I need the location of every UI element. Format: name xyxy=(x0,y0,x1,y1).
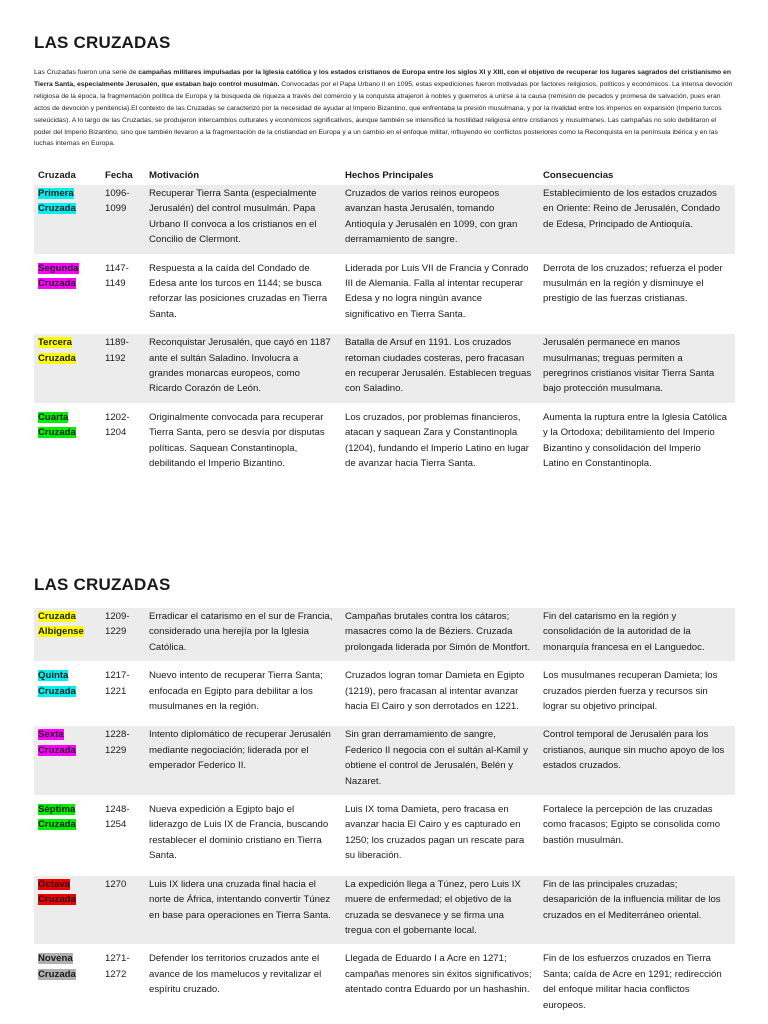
date-cell xyxy=(101,950,145,1019)
motivation-cell: Respuesta a la caída del Condado de Edesa ante los turcos en 1144; se busca reforzar las posiciones cruzadas en Tierra Santa. xyxy=(149,262,328,320)
table-body-1 xyxy=(34,185,735,478)
crusade-name-line-1: Tercera xyxy=(38,337,72,349)
table-row xyxy=(34,608,735,661)
motivation-cell: Luis IX lidera una cruzada final hacia el norte de África, intentando convertir Túnez en base para operaciones en Tierra Santa. xyxy=(145,876,341,945)
date-end: 1192 xyxy=(105,352,126,364)
crusade-name-cell xyxy=(34,726,101,795)
table-row xyxy=(34,260,735,329)
date-cell xyxy=(101,801,145,870)
crusade-name-line-2: Cruzada xyxy=(38,819,76,831)
motivation-cell: Intento diplomático de recuperar Jerusalén mediante negociación; liderada por el emperador Federico II. xyxy=(145,726,341,795)
date-start: 1189- xyxy=(105,337,129,349)
intro-text-start: Las Cruzadas fueron una serie de xyxy=(34,69,139,76)
facts-cell: Campañas brutales contra los cátaros; masacres como la de Béziers. Cruzada prolongada liderada por Simón de Montfort. xyxy=(341,608,539,661)
date-cell xyxy=(101,185,145,254)
crusade-name-cell xyxy=(34,185,101,254)
crusade-name-line-1: Octava xyxy=(38,878,70,890)
date-start: 1202- xyxy=(105,411,130,423)
motivation-cell: Recuperar Tierra Santa (especialmente Jerusalén) del control musulmán. Papa Urbano II convoca a los cristianos en el Concilio de Clermont. xyxy=(145,185,341,254)
crusade-name-cell xyxy=(34,334,101,403)
date-cell xyxy=(101,334,145,403)
date-start: 1271- xyxy=(105,953,130,965)
date-cell xyxy=(101,409,145,478)
facts-cell: Llegada de Eduardo I a Acre en 1271; campañas menores sin éxitos significativos; atentado contra Eduardo por un hashashin. xyxy=(345,953,532,996)
crusade-name-line-1: Séptima xyxy=(38,804,76,816)
header-cruzada: Cruzada xyxy=(38,169,76,181)
facts-cell: Luis IX toma Damieta, pero fracasa en avanzar hacia El Cairo y es capturado en 1250; los cruzados pagan un rescate para su liberación. xyxy=(345,804,525,862)
table-header-row xyxy=(34,165,735,185)
table-row xyxy=(34,950,735,1019)
table-row xyxy=(34,409,735,478)
facts-cell: Sin gran derramamiento de sangre, Federico II negocia con el sultán al-Kamil y obtiene el control de Jerusalén, Belén y Nazaret. xyxy=(341,726,539,795)
date-end: 1254 xyxy=(105,819,127,831)
table-row xyxy=(34,876,735,945)
table-row xyxy=(34,185,735,254)
date-end: 1229 xyxy=(105,744,127,756)
date-cell xyxy=(101,260,145,329)
consequences-cell: Los musulmanes recuperan Damieta; los cruzados pierden fuerza y recursos sin lograr su objetivo principal. xyxy=(543,670,718,713)
consequences-cell: Fortalece la percepción de las cruzadas como fracasos; Egipto se consolida como bastión musulmán. xyxy=(543,804,721,846)
motivation-cell: Defender los territorios cruzados ante el avance de los mamelucos y revitalizar el espíritu cruzado. xyxy=(149,953,322,996)
crusades-table-1 xyxy=(34,165,735,478)
date-start: 1217- xyxy=(105,670,130,682)
crusades-table-2 xyxy=(34,608,735,1019)
crusade-name-cell xyxy=(34,260,101,329)
consequences-cell: Control temporal de Jerusalén para los cristianos, aunque sin mucho apoyo de los estados cruzados. xyxy=(539,726,735,795)
date-end: 1099 xyxy=(105,203,127,215)
crusade-name-line-1: Primera xyxy=(38,188,74,199)
crusade-name-line-2: Cruzada xyxy=(38,352,76,364)
facts-cell: La expedición llega a Túnez, pero Luis IX muere de enfermedad; el objetivo de la cruzada se desvanece y se firma una tregua con el gobernante local. xyxy=(341,876,539,945)
date-start: 1096- xyxy=(105,188,130,199)
date-cell xyxy=(101,667,145,720)
intro-text-bold: campañas militares impulsadas por la Iglesia católica y los estados cristianos de Europa entre los siglos XI y XIII, con el objetivo de recuperar los lugares sagrados del cristianismo en Tierra Santa, especialmente Jerusalén, que estaban bajo control musulmán. xyxy=(34,69,731,88)
header-fecha: Fecha xyxy=(105,169,133,181)
facts-cell: Los cruzados, por problemas financieros, atacan y saquean Zara y Constantinopla (1204), fundando el Imperio Latino en lugar de avanzar hacia Tierra Santa. xyxy=(345,411,530,470)
facts-cell: Cruzados logran tomar Damieta en Egipto (1219), pero fracasan al intentar avanzar hacia El Cairo y son derrotados en 1221. xyxy=(345,670,525,713)
consequences-cell: Establecimiento de los estados cruzados en Oriente: Reino de Jerusalén, Condado de Edesa, Principado de Antioquía. xyxy=(539,185,735,254)
crusade-name-cell xyxy=(34,608,101,661)
date-start: 1228- xyxy=(105,729,130,741)
crusade-name-line-2: Cruzada xyxy=(38,894,76,906)
table-row xyxy=(34,667,735,720)
header-motivacion: Motivación xyxy=(149,169,200,181)
date-end: 1204 xyxy=(105,427,127,439)
motivation-cell: Originalmente convocada para recuperar Tierra Santa, pero se desvía por disputas políticas. Saquean Constantinopla, debilitando el Imperio Bizantino. xyxy=(149,411,325,470)
section-title-2: LAS CRUZADAS xyxy=(34,575,171,594)
motivation-cell: Erradicar el catarismo en el sur de Francia, considerado una herejía por la Iglesia Católica. xyxy=(145,608,341,661)
table-body-2 xyxy=(34,608,735,1019)
facts-cell: Batalla de Arsuf en 1191. Los cruzados retoman ciudades costeras, pero fracasan en recuperar Jerusalén. Establecen treguas con Saladino. xyxy=(341,334,539,403)
table-row xyxy=(34,801,735,870)
crusade-name-line-2: Cruzada xyxy=(38,968,76,980)
motivation-cell: Nuevo intento de recuperar Tierra Santa; enfocada en Egipto para debilitar a los musulmanes en la región. xyxy=(149,670,323,713)
date-cell xyxy=(101,876,145,945)
page-title: LAS CRUZADAS xyxy=(34,33,171,52)
crusade-name-line-2: Cruzada xyxy=(38,278,76,290)
crusade-name-cell xyxy=(34,876,101,945)
crusade-name-line-1: Cuarta xyxy=(38,411,69,423)
crusade-name-cell xyxy=(34,950,101,1019)
facts-cell: Cruzados de varios reinos europeos avanzan hasta Jerusalén, tomando Antioquía y Jerusalén en 1099, con gran derramamiento de sangre. xyxy=(341,185,539,254)
crusade-name-line-2: Cruzada xyxy=(38,427,76,439)
motivation-cell: Nueva expedición a Egipto bajo el liderazgo de Luis IX de Francia, buscando restablecer el dominio cristiano en Tierra Santa. xyxy=(149,804,329,862)
header-hechos: Hechos Principales xyxy=(345,169,434,181)
date-end: 1229 xyxy=(105,626,127,638)
date-end: 1149 xyxy=(105,278,126,290)
motivation-cell: Reconquistar Jerusalén, que cayó en 1187 ante el sultán Saladino. Involucra a grandes monarcas europeos, como Ricardo Corazón de León. xyxy=(145,334,341,403)
intro-paragraph xyxy=(34,67,734,150)
consequences-cell: Fin de las principales cruzadas; desaparición de la influencia militar de los cruzados en el Mediterráneo oriental. xyxy=(539,876,735,945)
crusade-name-line-1: Cruzada xyxy=(38,611,76,622)
crusade-name-cell xyxy=(34,409,101,478)
consequences-cell: Derrota de los cruzados; refuerza el poder musulmán en la región y disminuye el prestigio de las fuerzas cristianas. xyxy=(543,262,723,305)
crusade-name-line-1: Segunda xyxy=(38,262,79,274)
crusade-name-line-1: Novena xyxy=(38,953,73,965)
date-cell xyxy=(101,726,145,795)
date-start: 1147- xyxy=(105,262,129,274)
header-consecuencias: Consecuencias xyxy=(543,169,614,181)
consequences-cell: Jerusalén permanece en manos musulmanas; treguas permiten a peregrinos cristianos visitar Tierra Santa bajo protección musulmana. xyxy=(539,334,735,403)
crusade-name-line-2: Albigense xyxy=(38,626,84,638)
table-row xyxy=(34,726,735,795)
consequences-cell: Fin de los esfuerzos cruzados en Tierra Santa; caída de Acre en 1291; redirección del enfoque militar hacia conflictos europeos. xyxy=(543,953,722,1011)
facts-cell: Liderada por Luis VII de Francia y Conrado III de Alemania. Falla al intentar recuperar Edesa y no logra ningún avance significativo en Tierra Santa. xyxy=(345,262,529,320)
date-start: 1209- xyxy=(105,611,130,622)
crusade-name-cell xyxy=(34,667,101,720)
crusade-name-line-1: Sexta xyxy=(38,729,64,741)
date-end: 1221 xyxy=(105,685,127,697)
consequences-cell: Fin del catarismo en la región y consolidación de la autoridad de la monarquía francesa en el Languedoc. xyxy=(539,608,735,661)
crusade-name-line-2: Cruzada xyxy=(38,203,76,215)
table-row xyxy=(34,334,735,403)
date-cell xyxy=(101,608,145,661)
date-start: 1270 xyxy=(105,878,127,890)
crusade-name-line-2: Cruzada xyxy=(38,685,76,697)
crusade-name-line-2: Cruzada xyxy=(38,744,76,756)
date-start: 1248- xyxy=(105,804,130,816)
date-end: 1272 xyxy=(105,968,127,980)
consequences-cell: Aumenta la ruptura entre la Iglesia Católica y la Ortodoxa; debilitamiento del Imperio Bizantino y consolidación del Imperio Latino en Constantinopla. xyxy=(543,411,727,470)
crusade-name-line-1: Quinta xyxy=(38,670,69,682)
crusade-name-cell xyxy=(34,801,101,870)
intro-text-rest: Convocadas por el Papa Urbano II en 1095, estas expediciones fueron motivadas por factores religiosos, políticos y económicos. La intensa devoción religiosa de la época, la fragmentación política de Europa y la búsqueda de riqueza a través del comercio y la conquista atrajeron a nobles y guerreros a unirse a la causa (remisión de pecados y promesa de salvación, pues eran actos de devoción y penitencia).El contexto de las Cruzadas se caracterizó por la necesidad de ayudar al Imperio Bizantino, que enfrentaba la presión musulmana, y por la rivalidad entre los imperios en expansión (Imperio turcos seleúcidas). A lo largo de las Cruzadas, se produjeron intercambios culturales y económicos significativos, aunque también se intensificó la hostilidad religiosa entre cristianos y musulmanes. Las campañas no solo debilitaron el poder del Imperio Bizantino, sino que también llevaron a la fragmentación de la cristiandad en Europa y a un cambio en el enfoque militar, influyendo en conflictos posteriores como la Reconquista en la península ibérica y en las luchas internas en Europa. xyxy=(34,80,733,148)
